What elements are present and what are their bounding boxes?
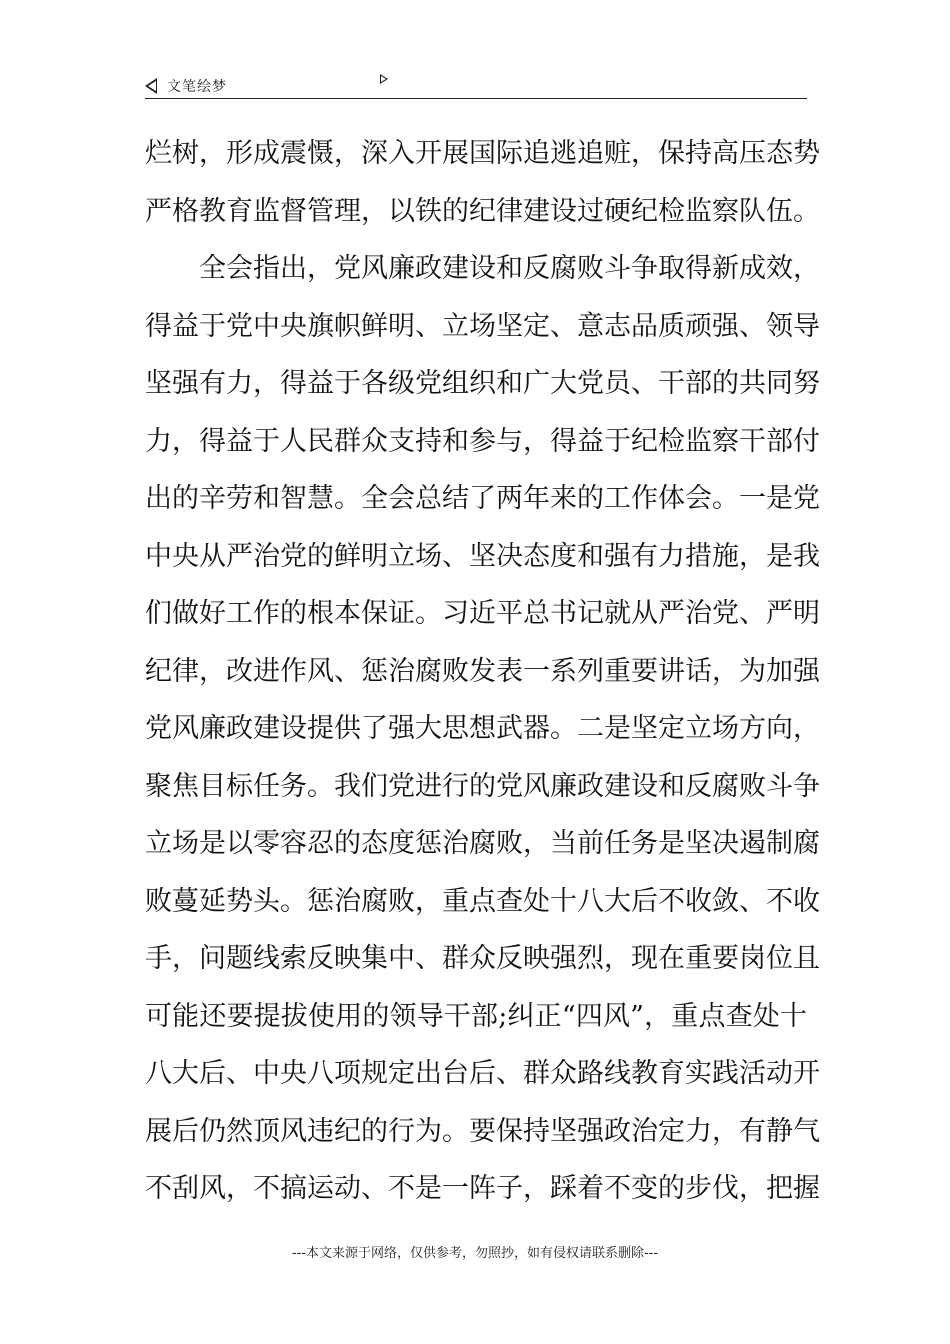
triangle-left-icon — [145, 78, 157, 94]
header-title: 文笔绘梦 — [167, 79, 227, 95]
text-line: 不刮风，不搞运动、不是一阵子，踩着不变的步伐，把握 — [145, 1173, 820, 1204]
text-line: 可能还要提拔使用的领导干部;纠正“四风”，重点查处十 — [145, 1000, 807, 1032]
text-line: 纪律，改进作风、惩治腐败发表一系列重要讲话，为加强 — [145, 655, 820, 687]
text-line: 得益于党中央旗帜鲜明、立场坚定、意志品质顽强、领导 — [145, 310, 820, 342]
text-line: 全会指出，党风廉政建设和反腐败斗争取得新成效， — [199, 253, 820, 284]
text-line: 严格教育监督管理，以铁的纪律建设过硬纪检监察队伍。 — [145, 195, 820, 227]
text-line: 党风廉政建设提供了强大思想武器。二是坚定立场方向， — [145, 713, 820, 744]
text-line: 坚强有力，得益于各级党组织和广大党员、干部的共同努 — [145, 368, 820, 399]
text-line: 中央从严治党的鲜明立场、坚决态度和强有力措施，是我 — [145, 540, 820, 572]
text-line: 烂树，形成震慑，深入开展国际追逃追赃，保持高压态势 — [145, 138, 820, 169]
text-line: 败蔓延势头。惩治腐败，重点查处十八大后不收敛、不收 — [145, 885, 820, 917]
text-line: 手，问题线索反映集中、群众反映强烈，现在重要岗位且 — [145, 943, 820, 974]
text-line: 们做好工作的根本保证。习近平总书记就从严治党、严明 — [145, 598, 820, 629]
text-line: 出的辛劳和智慧。全会总结了两年来的工作体会。一是党 — [145, 483, 820, 514]
page-header — [145, 72, 807, 99]
page-footer: ---本文来源于网络，仅供参考，勿照抄，如有侵权请联系删除--- — [291, 1246, 659, 1261]
body-text — [145, 125, 820, 1218]
triangle-right-icon — [380, 74, 388, 84]
text-line: 力，得益于人民群众支持和参与，得益于纪检监察干部付 — [145, 425, 820, 457]
text-line: 聚焦目标任务。我们党进行的党风廉政建设和反腐败斗争 — [145, 770, 820, 802]
text-line: 八大后、中央八项规定出台后、群众路线教育实践活动开 — [145, 1058, 820, 1089]
text-line: 展后仍然顶风违纪的行为。要保持坚强政治定力，有静气 — [145, 1115, 820, 1147]
text-line: 立场是以零容忍的态度惩治腐败，当前任务是坚决遏制腐 — [145, 828, 820, 859]
